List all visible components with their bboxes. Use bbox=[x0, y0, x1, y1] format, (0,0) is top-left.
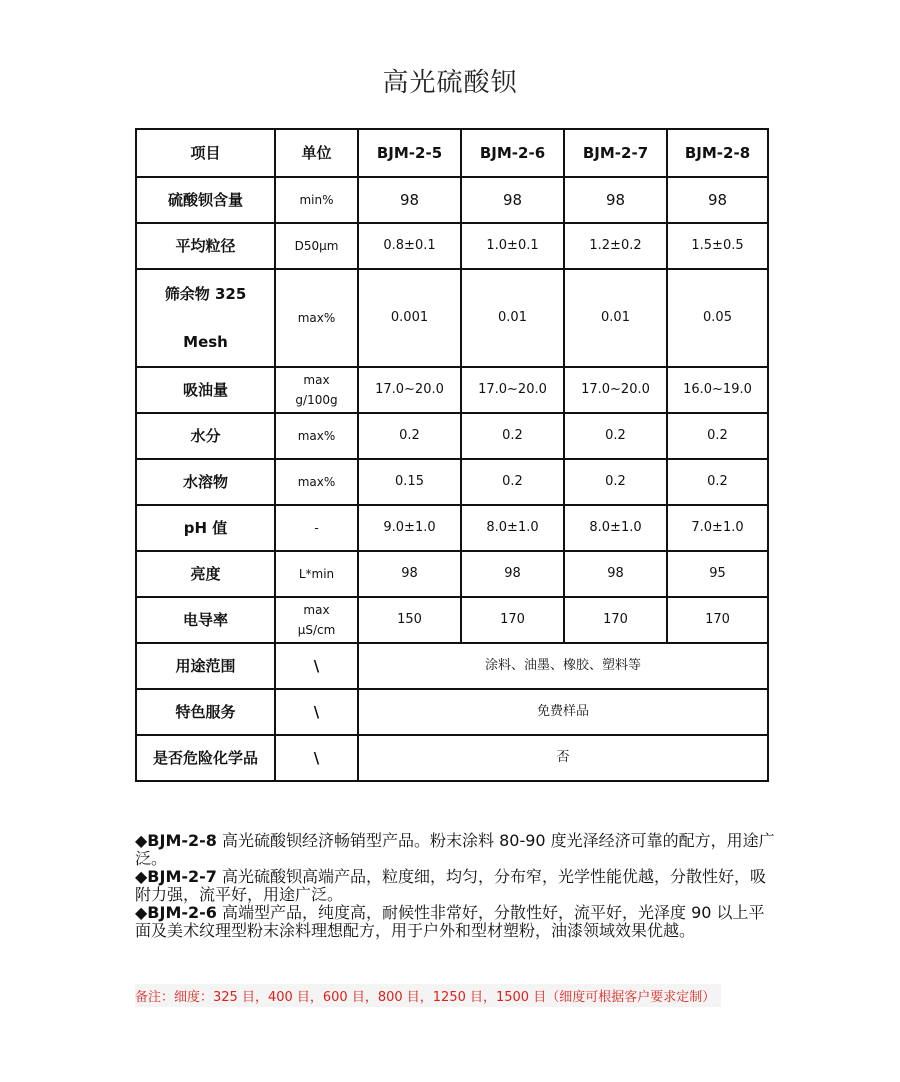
value-cell: 0.001 bbox=[358, 269, 461, 367]
value-cell: 0.05 bbox=[667, 269, 768, 367]
value-cell: 1.0±0.1 bbox=[461, 223, 564, 269]
header-cell: BJM-2-6 bbox=[461, 129, 564, 177]
value-cell: 150 bbox=[358, 597, 461, 643]
item-cell: 亮度 bbox=[136, 551, 275, 597]
unit-cell: L*min bbox=[275, 551, 358, 597]
fineness-remark: 备注：细度：325 目，400 目，600 目，800 目，1250 目，1500 目（细度可根据客户要求定制） bbox=[135, 984, 721, 1007]
item-cell: 水分 bbox=[136, 413, 275, 459]
value-cell: 170 bbox=[461, 597, 564, 643]
item-label-line1: 筛余物 325 bbox=[164, 285, 247, 303]
table-row bbox=[136, 177, 768, 223]
item-cell: 电导率 bbox=[136, 597, 275, 643]
header-cell: 项目 bbox=[136, 129, 275, 177]
item-cell bbox=[136, 269, 275, 367]
unit-cell: min% bbox=[275, 177, 358, 223]
value-cell: 0.2 bbox=[667, 459, 768, 505]
unit-cell: D50μm bbox=[275, 223, 358, 269]
note-text: 高光硫酸钡经济畅销型产品。粉末涂料 80-90 度光泽经济可靠的配方，用途广泛。 bbox=[135, 831, 775, 868]
unit-line2: g/100g bbox=[295, 393, 338, 407]
item-cell: pH 值 bbox=[136, 505, 275, 551]
merged-value-cell: 免费样品 bbox=[358, 689, 768, 735]
header-cell: 单位 bbox=[275, 129, 358, 177]
value-cell: 170 bbox=[667, 597, 768, 643]
unit-cell: max% bbox=[275, 459, 358, 505]
value-cell: 8.0±1.0 bbox=[564, 505, 667, 551]
unit-line1: max bbox=[303, 373, 330, 387]
table-row bbox=[136, 735, 768, 781]
value-cell: 8.0±1.0 bbox=[461, 505, 564, 551]
value-cell: 17.0~20.0 bbox=[564, 367, 667, 413]
value-cell: 0.2 bbox=[564, 413, 667, 459]
value-cell: 98 bbox=[358, 551, 461, 597]
unit-line2: μS/cm bbox=[297, 623, 336, 637]
table-row bbox=[136, 269, 768, 367]
note-text: 高端型产品，纯度高，耐候性非常好，分散性好，流平好，光泽度 90 以上平面及美术纹理型粉末涂料理想配方，用于户外和型材塑粉，油漆领域效果优越。 bbox=[135, 903, 765, 940]
value-cell: 98 bbox=[564, 551, 667, 597]
table-row bbox=[136, 597, 768, 643]
value-cell: 9.0±1.0 bbox=[358, 505, 461, 551]
unit-cell: max% bbox=[275, 269, 358, 367]
value-cell: 1.5±0.5 bbox=[667, 223, 768, 269]
value-cell: 7.0±1.0 bbox=[667, 505, 768, 551]
value-cell: 0.2 bbox=[461, 459, 564, 505]
value-cell: 0.8±0.1 bbox=[358, 223, 461, 269]
table-row bbox=[136, 689, 768, 735]
value-cell: 0.01 bbox=[461, 269, 564, 367]
table-header-row bbox=[136, 129, 768, 177]
value-cell: 0.2 bbox=[358, 413, 461, 459]
item-cell: 平均粒径 bbox=[136, 223, 275, 269]
table-row bbox=[136, 551, 768, 597]
value-cell: 98 bbox=[461, 551, 564, 597]
value-cell: 98 bbox=[564, 177, 667, 223]
value-cell: 170 bbox=[564, 597, 667, 643]
value-cell: 16.0~19.0 bbox=[667, 367, 768, 413]
value-cell: 98 bbox=[358, 177, 461, 223]
value-cell: 0.15 bbox=[358, 459, 461, 505]
unit-cell: \ bbox=[275, 735, 358, 781]
value-cell: 98 bbox=[667, 177, 768, 223]
value-cell: 1.2±0.2 bbox=[564, 223, 667, 269]
unit-cell: \ bbox=[275, 643, 358, 689]
note-paragraph bbox=[135, 832, 775, 868]
table-row bbox=[136, 223, 768, 269]
value-cell: 0.2 bbox=[461, 413, 564, 459]
header-cell: BJM-2-5 bbox=[358, 129, 461, 177]
value-cell: 0.2 bbox=[564, 459, 667, 505]
unit-cell: - bbox=[275, 505, 358, 551]
item-cell: 是否危险化学品 bbox=[136, 735, 275, 781]
value-cell: 95 bbox=[667, 551, 768, 597]
note-model: ◆BJM-2-7 bbox=[135, 867, 217, 886]
value-cell: 0.2 bbox=[667, 413, 768, 459]
item-cell: 硫酸钡含量 bbox=[136, 177, 275, 223]
table-row bbox=[136, 459, 768, 505]
table-row bbox=[136, 367, 768, 413]
page-title: 高光硫酸钡 bbox=[382, 68, 518, 98]
product-notes bbox=[135, 832, 775, 940]
item-cell: 特色服务 bbox=[136, 689, 275, 735]
header-cell: BJM-2-8 bbox=[667, 129, 768, 177]
note-paragraph bbox=[135, 904, 775, 940]
item-label-line2: Mesh bbox=[183, 333, 228, 351]
unit-cell bbox=[275, 597, 358, 643]
table-row bbox=[136, 643, 768, 689]
table-row bbox=[136, 505, 768, 551]
value-cell: 17.0~20.0 bbox=[461, 367, 564, 413]
unit-cell: max% bbox=[275, 413, 358, 459]
spec-table bbox=[135, 128, 769, 782]
note-model: ◆BJM-2-8 bbox=[135, 831, 217, 850]
unit-line1: max bbox=[303, 603, 330, 617]
item-cell: 吸油量 bbox=[136, 367, 275, 413]
note-model: ◆BJM-2-6 bbox=[135, 903, 217, 922]
value-cell: 0.01 bbox=[564, 269, 667, 367]
unit-cell: \ bbox=[275, 689, 358, 735]
note-text: 高光硫酸钡高端产品，粒度细，均匀，分布窄，光学性能优越，分散性好，吸附力强，流平好，用途广泛。 bbox=[135, 867, 767, 904]
merged-value-cell: 否 bbox=[358, 735, 768, 781]
table-row bbox=[136, 413, 768, 459]
note-paragraph bbox=[135, 868, 775, 904]
merged-value-cell: 涂料、油墨、橡胶、塑料等 bbox=[358, 643, 768, 689]
header-cell: BJM-2-7 bbox=[564, 129, 667, 177]
unit-cell bbox=[275, 367, 358, 413]
item-cell: 水溶物 bbox=[136, 459, 275, 505]
value-cell: 17.0~20.0 bbox=[358, 367, 461, 413]
item-cell: 用途范围 bbox=[136, 643, 275, 689]
value-cell: 98 bbox=[461, 177, 564, 223]
